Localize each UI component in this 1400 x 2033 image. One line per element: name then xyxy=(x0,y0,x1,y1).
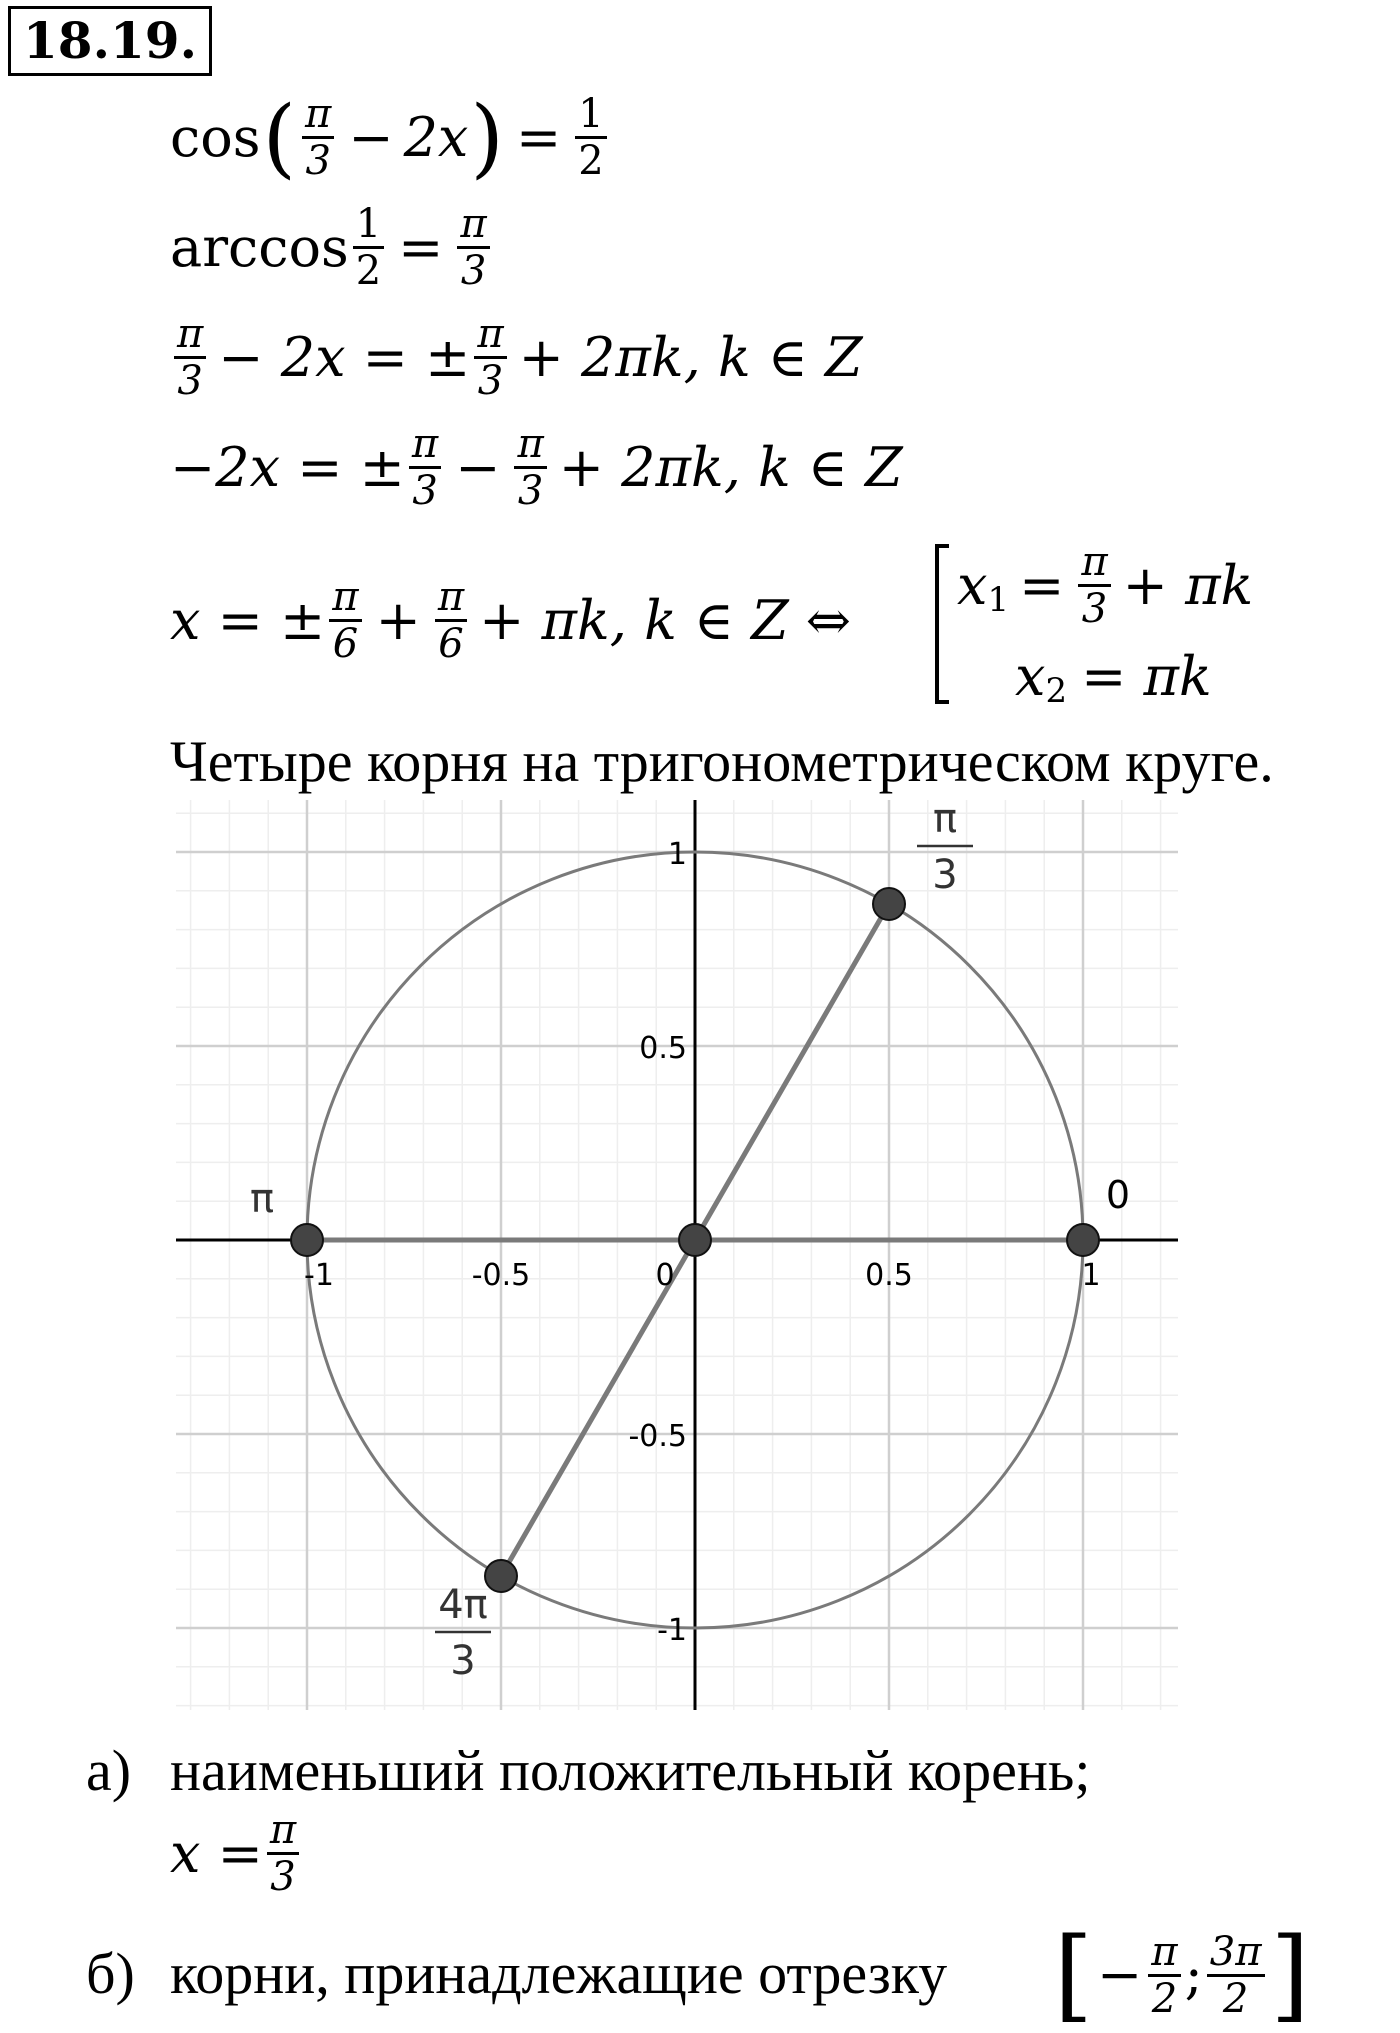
numerator: π xyxy=(329,575,361,622)
fraction-3pi-2 xyxy=(1207,1930,1265,2021)
numerator: π xyxy=(267,1808,299,1855)
numerator: π xyxy=(435,575,467,622)
part-b-marker: б) xyxy=(86,1941,135,2006)
numerator: π xyxy=(409,422,441,469)
denominator: 2 xyxy=(1222,1975,1249,2022)
y-tick-label: 1 xyxy=(667,837,687,872)
minus-sign: − xyxy=(1097,1943,1143,2006)
denominator: 2 xyxy=(1151,1975,1178,2022)
plus-sign: + xyxy=(375,588,421,652)
numerator: 3π xyxy=(1207,1930,1265,1977)
equation-text: x = xyxy=(170,1821,263,1885)
problem-number: 18.19. xyxy=(8,6,212,76)
x-tick-label: 1 xyxy=(1081,1258,1101,1293)
cos-function: cos xyxy=(170,105,261,169)
x-tick-label: 0.5 xyxy=(865,1258,913,1293)
denominator: 6 xyxy=(438,621,464,667)
denominator: 2 xyxy=(578,138,604,184)
denominator: 3 xyxy=(270,1854,296,1900)
numerator: 1 xyxy=(575,92,606,139)
equals-sign: = xyxy=(515,105,562,169)
point-label-4pi-3-numerator: 4π xyxy=(438,1582,488,1628)
part-a-answer xyxy=(170,1808,303,1899)
denominator: 3 xyxy=(517,468,544,514)
x-tick-label: -1 xyxy=(304,1258,334,1293)
fraction-pi-2 xyxy=(1148,1930,1180,2021)
equation-text: −2x = ± xyxy=(170,435,405,499)
denominator: 3 xyxy=(1081,586,1108,632)
point-label-4pi-3-denominator: 3 xyxy=(450,1638,476,1684)
minus-sign: − xyxy=(455,435,501,499)
denominator: 3 xyxy=(177,358,203,404)
minus-sign: − xyxy=(348,105,394,169)
denominator: 2 xyxy=(355,248,382,294)
denominator: 3 xyxy=(477,358,504,404)
part-b-text: корни, принадлежащие отрезку xyxy=(170,1941,948,2006)
denominator: 3 xyxy=(305,138,331,184)
interval xyxy=(1052,1916,1312,2033)
denominator: 3 xyxy=(412,468,438,514)
variable-x: x xyxy=(1015,645,1046,708)
numerator: π xyxy=(474,312,506,359)
equals-sign: = xyxy=(398,215,444,279)
open-paren: ( xyxy=(262,87,297,188)
close-paren: ) xyxy=(470,87,504,188)
y-tick-label: -0.5 xyxy=(628,1419,687,1454)
equation-text: x = ± xyxy=(170,588,326,652)
arccos-function: arccos xyxy=(170,215,349,279)
variable-x: x xyxy=(957,553,988,617)
numerator: π xyxy=(457,202,489,249)
part-a-marker: а) xyxy=(86,1738,132,1803)
numerator: π xyxy=(302,92,334,139)
subscript: 2 xyxy=(1045,671,1068,711)
root-point xyxy=(291,1224,323,1256)
numerator: 1 xyxy=(353,202,384,249)
fraction-pi-3 xyxy=(267,1808,299,1899)
point-label-pi-3-denominator: 3 xyxy=(932,852,958,898)
root-point xyxy=(679,1224,711,1256)
root-point xyxy=(485,1560,517,1592)
term-2x: 2x xyxy=(403,105,469,169)
separator: ; xyxy=(1184,1943,1203,2006)
equation-text: + 2πk, k ∈ Z xyxy=(558,435,903,499)
root-point xyxy=(1067,1224,1099,1256)
point-label-pi-3-numerator: π xyxy=(932,796,958,842)
subscript: 1 xyxy=(987,579,1010,620)
numerator: π xyxy=(514,422,546,469)
x-tick-label: -0.5 xyxy=(471,1258,531,1293)
equation-text: + πk, k ∈ Z ⇔ xyxy=(479,588,852,652)
caption: Четыре корня на тригонометрическом круге. xyxy=(170,729,1274,794)
equation-text: + πk xyxy=(1122,553,1254,617)
point-label-zero: 0 xyxy=(1105,1173,1131,1217)
numerator: π xyxy=(1148,1930,1180,1977)
denominator: 3 xyxy=(460,248,487,294)
equation-text: − 2x = ± xyxy=(218,325,471,389)
denominator: 6 xyxy=(332,621,359,667)
part-a-text: наименьший положительный корень; xyxy=(170,1738,1091,1803)
numerator: π xyxy=(174,312,206,359)
close-bracket: ] xyxy=(1270,1916,1310,2033)
y-tick-label: -1 xyxy=(657,1613,687,1648)
equation-text: = πk xyxy=(1081,645,1212,708)
y-tick-label: 0.5 xyxy=(639,1031,687,1066)
point-label-pi: π xyxy=(249,1176,275,1222)
equals-sign: = xyxy=(1019,553,1065,617)
x-tick-label: 0 xyxy=(655,1258,675,1293)
root-point xyxy=(873,888,905,920)
numerator: π xyxy=(1078,540,1110,587)
equation-text: + 2πk, k ∈ Z xyxy=(518,325,863,389)
open-bracket: [ xyxy=(1054,1916,1094,2033)
